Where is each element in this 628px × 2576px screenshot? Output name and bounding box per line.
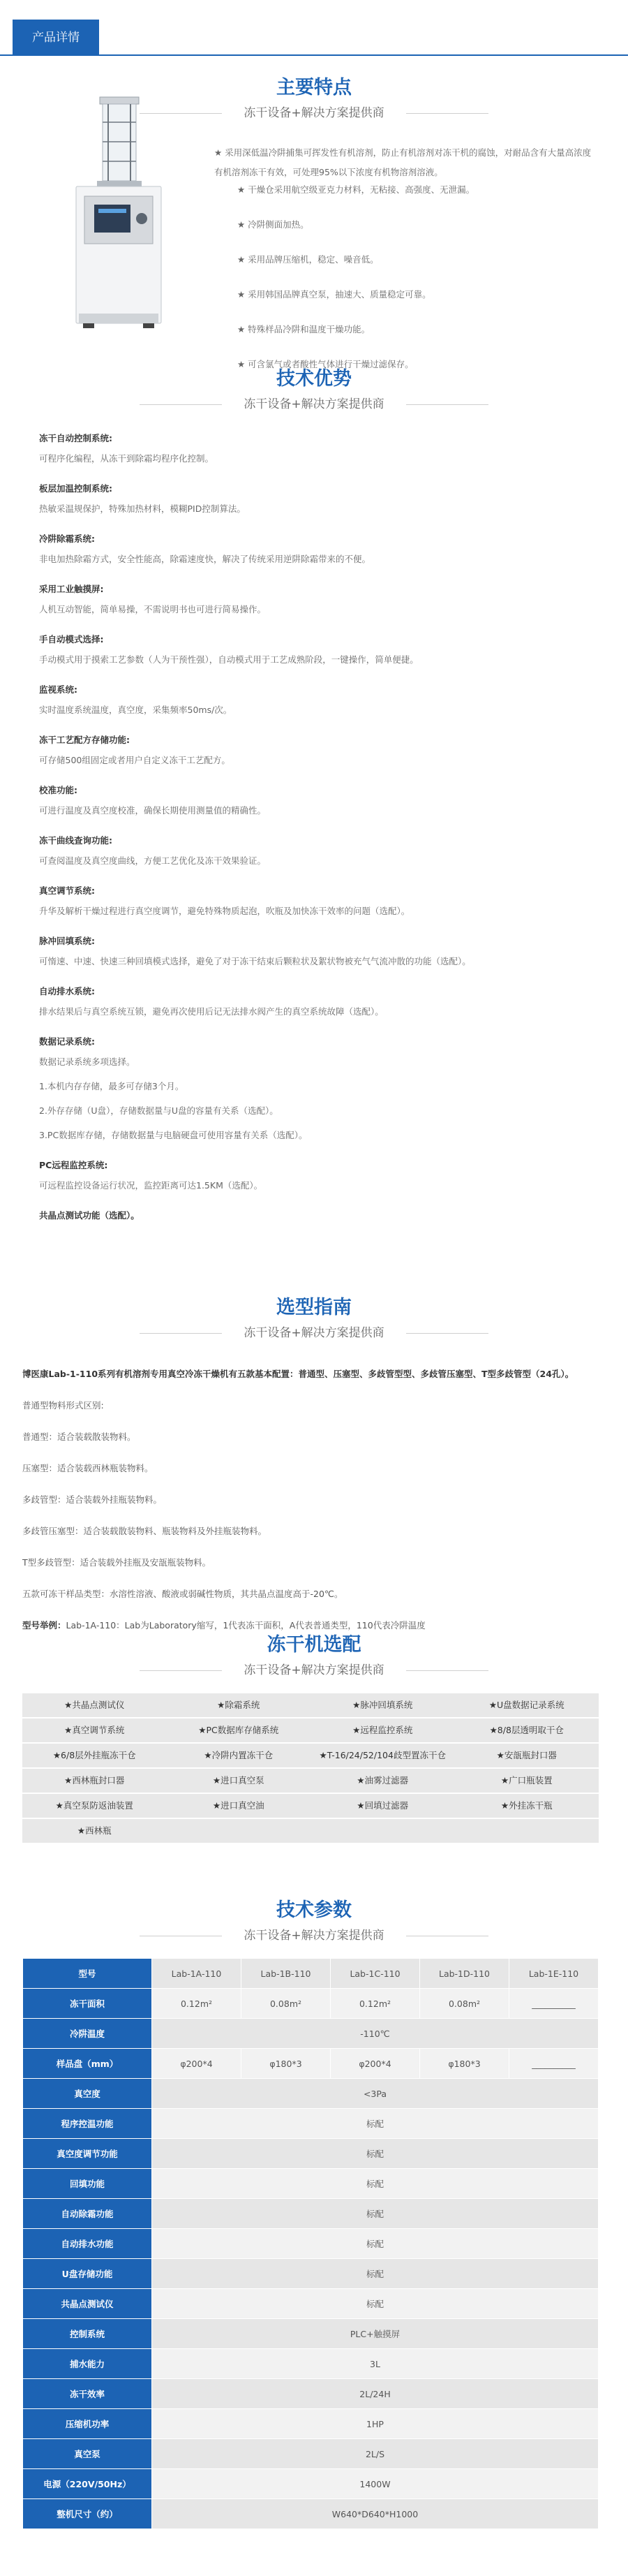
advantage-item (39, 683, 597, 717)
guide-line: 多歧管型：适合装载外挂瓶装物料。 (22, 1494, 163, 1505)
spec-value: φ180*3 (420, 2049, 509, 2079)
features-title: 主要特点 (276, 77, 352, 98)
option-cell: ★共晶点测试仪 (64, 1700, 125, 1710)
advantage-text: 非电加热除霜方式，安全性能高，除霜速度快，解决了传统采用逆阱除霜带来的不便。 (39, 554, 371, 564)
spec-row (23, 2319, 599, 2349)
spec-value: __________ (509, 2049, 599, 2079)
option-cell (167, 1819, 311, 1843)
divider (406, 113, 488, 114)
spec-value: 标配 (152, 2289, 599, 2319)
feature-item: ★ 干燥仓采用航空级亚克力材料，无粘接、高强度、无泄漏。 (237, 184, 475, 195)
guide-title: 选型指南 (276, 1297, 352, 1318)
spec-value: <3Pa (152, 2079, 599, 2109)
spec-row (23, 2259, 599, 2289)
spec-row (23, 2139, 599, 2169)
guide-line: 五款可冻干样品类型：水溶性溶液、酸液或弱碱性物质，其共晶点温度高于-20℃。 (22, 1589, 343, 1599)
spec-label: 真空泵 (23, 2439, 152, 2469)
spec-label: 真空度 (23, 2079, 152, 2109)
spec-value: 标配 (152, 2259, 599, 2289)
spec-value: 2L/24H (152, 2379, 599, 2409)
tab-underline (0, 54, 628, 56)
feature-item: ★ 采用品牌压缩机，稳定、噪音低。 (237, 254, 379, 265)
option-cell: ★进口真空油 (212, 1800, 264, 1811)
spec-label: 回填功能 (23, 2169, 152, 2199)
spec-value: W640*D640*H1000 (152, 2499, 599, 2529)
option-cell: ★远程监控系统 (352, 1725, 413, 1735)
advantage-heading: 校准功能: (39, 785, 77, 795)
spec-value: 0.12m² (152, 1989, 241, 2019)
spec-value: 标配 (152, 2139, 599, 2169)
option-cell (455, 1819, 599, 1843)
divider (140, 1333, 222, 1334)
spec-value: 0.12m² (331, 1989, 420, 2019)
feature-item: ★ 可含氯气或者酸性气体进行干燥过滤保存。 (237, 359, 414, 369)
guide-line: T型多歧管型：适合装载外挂瓶及安瓿瓶装物料。 (22, 1557, 211, 1568)
spec-value: __________ (509, 1989, 599, 2019)
advantage-item (39, 934, 597, 969)
option-cell: ★真空调节系统 (64, 1725, 125, 1735)
spec-row (23, 2109, 599, 2139)
advantage-text: 手动模式用于摸索工艺参数（人为干预性强），自动模式用于工艺成熟阶段，一键操作，简单便捷。 (39, 654, 419, 665)
option-cell: ★除霜系统 (217, 1700, 260, 1710)
options-row (22, 1693, 599, 1718)
guide-line: 普通型：适合装载散装物料。 (22, 1431, 136, 1442)
spec-value: -110℃ (152, 2019, 599, 2049)
spec-row (23, 2199, 599, 2229)
guide-line: 多歧管压塞型：适合装载散装物料、瓶装物料及外挂瓶装物料。 (22, 1526, 267, 1536)
advantage-item (39, 432, 597, 466)
advantage-heading: 自动排水系统: (39, 986, 95, 996)
spec-label: 电源（220V/50Hz） (23, 2469, 152, 2499)
spec-row (23, 2019, 599, 2049)
advantage-item (39, 985, 597, 1019)
spec-row (23, 2049, 599, 2079)
advantage-heading: 板层加温控制系统: (39, 483, 112, 494)
spec-value: 3L (152, 2349, 599, 2379)
spec-row (23, 1959, 599, 1989)
options-row (22, 1769, 599, 1794)
divider (406, 1670, 488, 1671)
specs-table (22, 1958, 599, 2529)
spec-value: 标配 (152, 2229, 599, 2259)
advantage-heading: 脉冲回填系统: (39, 936, 95, 946)
feature-item: ★ 采用韩国品牌真空泵，抽速大、质量稳定可靠。 (237, 289, 431, 300)
advantage-heading: 数据记录系统: (39, 1036, 95, 1047)
spec-value: 1HP (152, 2409, 599, 2439)
guide-line: 压塞型：适合装载西林瓶装物料。 (22, 1463, 154, 1473)
spec-value: 0.08m² (241, 1989, 331, 2019)
advantage-heading: 采用工业触摸屏: (39, 584, 104, 594)
advantage-text: 可程序化编程，从冻干到除霜均程序化控制。 (39, 453, 214, 464)
spec-row (23, 2349, 599, 2379)
divider (140, 404, 222, 405)
advantage-text: 可进行温度及真空度校准，确保长期使用测量值的精确性。 (39, 805, 267, 816)
advantage-heading: 共晶点测试功能（选配）。 (39, 1210, 140, 1221)
option-cell: ★冷阱内置冻干仓 (204, 1750, 274, 1760)
option-cell: ★广口瓶装置 (500, 1775, 553, 1786)
features-intro: ★ 采用深低温冷阱捕集可挥发性有机溶剂，防止有机溶剂对冻干机的腐蚀，对耐品含有大量高浓度有机溶剂冻干有效，可处理95%以下浓度有机物溶剂溶液。 (214, 147, 592, 177)
advantages-heading (0, 367, 628, 413)
option-cell (311, 1819, 455, 1843)
freeze-dryer-image (66, 94, 171, 328)
advantage-item (39, 1035, 597, 1142)
advantages-title: 技术优势 (276, 368, 352, 390)
advantage-heading: 真空调节系统: (39, 885, 95, 896)
option-cell: ★6/8层外挂瓶冻干仓 (52, 1750, 136, 1760)
advantage-heading: 冷阱除霜系统: (39, 533, 95, 544)
spec-value: φ200*4 (331, 2049, 420, 2079)
guide-line: 普通型物料形式区别: (22, 1400, 104, 1411)
spec-value: 0.08m² (420, 1989, 509, 2019)
spec-label: U盘存储功能 (23, 2259, 152, 2289)
advantage-item (39, 1209, 597, 1223)
spec-row (23, 2169, 599, 2199)
options-title: 冻干机选配 (267, 1634, 361, 1656)
options-row (22, 1819, 599, 1844)
divider (406, 1333, 488, 1334)
options-subtitle: 冻干设备+解决方案提供商 (244, 1663, 384, 1677)
spec-row (23, 1989, 599, 2019)
feature-item: ★ 特殊样品冷阱和温度干燥功能。 (237, 324, 371, 334)
specs-heading (0, 1898, 628, 1944)
spec-label: 冻干面积 (23, 1989, 152, 2019)
features-subtitle: 冻干设备+解决方案提供商 (244, 106, 384, 120)
spec-value: 标配 (152, 2109, 599, 2139)
spec-row (23, 2229, 599, 2259)
advantage-item (39, 884, 597, 918)
guide-example: 型号举例：Lab-1A-110：Lab为Laboratory缩写，1代表冻干面积，A代表普通类型，110代表冷阱温度 (22, 1620, 426, 1631)
advantage-item (39, 783, 597, 818)
option-cell: ★外挂冻干瓶 (500, 1800, 553, 1811)
advantage-text: 数据记录系统多项选择。 (39, 1057, 135, 1067)
option-cell: ★U盘数据记录系统 (488, 1700, 565, 1710)
option-cell: ★西林瓶 (77, 1825, 112, 1836)
advantage-text: 排水结果后与真空系统互锁，避免再次使用后记无法排水阀产生的真空系统故障（选配）。 (39, 1006, 384, 1017)
advantage-text: 可查阅温度及真空度曲线，方便工艺优化及冻干效果验证。 (39, 855, 267, 866)
feature-item: ★ 冷阱侧面加热。 (237, 219, 309, 230)
spec-label: 冷阱温度 (23, 2019, 152, 2049)
spec-value: φ180*3 (241, 2049, 331, 2079)
divider (406, 404, 488, 405)
advantage-item (39, 582, 597, 617)
advantage-heading: 冻干曲线查询功能: (39, 835, 112, 846)
model-cell: Lab-1A-110 (152, 1959, 241, 1989)
spec-label: 压缩机功率 (23, 2409, 152, 2439)
spec-label: 冻干效率 (23, 2379, 152, 2409)
spec-label: 样品盘（mm） (23, 2049, 152, 2079)
specs-title: 技术参数 (276, 1899, 352, 1921)
spec-row (23, 2469, 599, 2499)
guide-body (22, 1367, 595, 1633)
advantage-heading: 冻干工艺配方存储功能: (39, 735, 130, 745)
advantage-text: 可存储500组固定或者用户自定义冻干工艺配方。 (39, 755, 230, 765)
advantage-heading: 冻干自动控制系统: (39, 433, 112, 443)
spec-row (23, 2379, 599, 2409)
options-row (22, 1794, 599, 1819)
advantage-item (39, 1158, 597, 1193)
advantage-text: 可远程监控设备运行状况，监控距离可达1.5KM（选配）。 (39, 1180, 263, 1191)
advantage-text: 升华及解析干燥过程进行真空度调节，避免特殊物质起泡，吹瓶及加快冻干效率的问题（选配）。 (39, 906, 410, 916)
option-cell: ★PC数据库存储系统 (198, 1725, 279, 1735)
spec-value: PLC+触摸屏 (152, 2319, 599, 2349)
advantage-item (39, 733, 597, 767)
advantage-heading: 监视系统: (39, 684, 77, 695)
advantage-heading: 手自动模式选择: (39, 634, 104, 645)
spec-value: 标配 (152, 2199, 599, 2229)
model-cell: Lab-1E-110 (509, 1959, 599, 1989)
option-cell: ★8/8层透明取干仓 (489, 1725, 564, 1735)
option-cell: ★西林瓶封口器 (64, 1775, 125, 1786)
spec-row (23, 2499, 599, 2529)
spec-label: 捕水能力 (23, 2349, 152, 2379)
advantage-text: 实时温度系统温度，真空度，采集频率50ms/次。 (39, 705, 232, 715)
spec-label: 型号 (23, 1959, 152, 1989)
features-list (237, 183, 600, 392)
model-cell: Lab-1B-110 (241, 1959, 331, 1989)
spec-row (23, 2409, 599, 2439)
spec-label: 整机尺寸（约） (23, 2499, 152, 2529)
option-cell: ★进口真空泵 (212, 1775, 264, 1786)
specs-subtitle: 冻干设备+解决方案提供商 (244, 1929, 384, 1943)
advantage-text: 热敏采温规保护，特殊加热材料，模糊PID控制算法。 (39, 503, 246, 514)
options-row (22, 1744, 599, 1769)
spec-row (23, 2289, 599, 2319)
advantage-item (39, 532, 597, 566)
model-cell: Lab-1D-110 (420, 1959, 509, 1989)
spec-value: φ200*4 (152, 2049, 241, 2079)
spec-label: 控制系统 (23, 2319, 152, 2349)
guide-subtitle: 冻干设备+解决方案提供商 (244, 1326, 384, 1340)
advantage-item (39, 633, 597, 667)
spec-value: 1400W (152, 2469, 599, 2499)
spec-row (23, 2079, 599, 2109)
guide-lead: 博医康Lab-1-110系列有机溶剂专用真空冷冻干燥机有五款基本配置：普通型、压塞型、多歧管型型、多歧管压塞型、T型多歧管型（24孔）。 (22, 1369, 574, 1379)
option-cell: ★安瓿瓶封口器 (496, 1750, 557, 1760)
advantages-list (39, 432, 597, 1239)
spec-label: 真空度调节功能 (23, 2139, 152, 2169)
option-cell: ★脉冲回填系统 (352, 1700, 413, 1710)
tab-product-detail[interactable]: 产品详情 (13, 20, 99, 56)
advantage-heading: PC远程监控系统: (39, 1160, 108, 1170)
option-cell: ★T-16/24/52/104歧型置冻干仓 (319, 1750, 446, 1760)
divider (140, 1670, 222, 1671)
options-table (22, 1693, 599, 1844)
spec-label: 程序控温功能 (23, 2109, 152, 2139)
spec-label: 自动排水功能 (23, 2229, 152, 2259)
advantages-subtitle: 冻干设备+解决方案提供商 (244, 397, 384, 411)
option-cell: ★油雾过滤器 (357, 1775, 409, 1786)
advantage-item (39, 482, 597, 516)
spec-value: 2L/S (152, 2439, 599, 2469)
guide-heading (0, 1295, 628, 1341)
spec-value: 标配 (152, 2169, 599, 2199)
spec-label: 共晶点测试仪 (23, 2289, 152, 2319)
advantage-text: 人机互动智能，简单易操，不需说明书也可进行简易操作。 (39, 604, 267, 614)
options-row (22, 1718, 599, 1744)
advantage-item (39, 834, 597, 868)
advantage-subitem: 1.本机内存存储，最多可存储3个月。 (39, 1081, 184, 1091)
options-heading (0, 1633, 628, 1679)
option-cell: ★回填过滤器 (357, 1800, 409, 1811)
spec-row (23, 2439, 599, 2469)
spec-label: 自动除霜功能 (23, 2199, 152, 2229)
tab-bar (0, 0, 628, 56)
advantage-subitem: 3.PC数据库存储，存储数据量与电脑硬盘可使用容量有关系（选配）。 (39, 1130, 308, 1140)
advantage-text: 可惰速、中速、快速三种回填模式选择，避免了对于冻干结束后颗粒状及絮状物被充气气流冲散的功能（选配）。 (39, 956, 471, 966)
advantage-subitem: 2.外存存储（U盘），存储数据量与U盘的容量有关系（选配）。 (39, 1105, 278, 1116)
model-cell: Lab-1C-110 (331, 1959, 420, 1989)
option-cell: ★真空泵防返油装置 (55, 1800, 133, 1811)
